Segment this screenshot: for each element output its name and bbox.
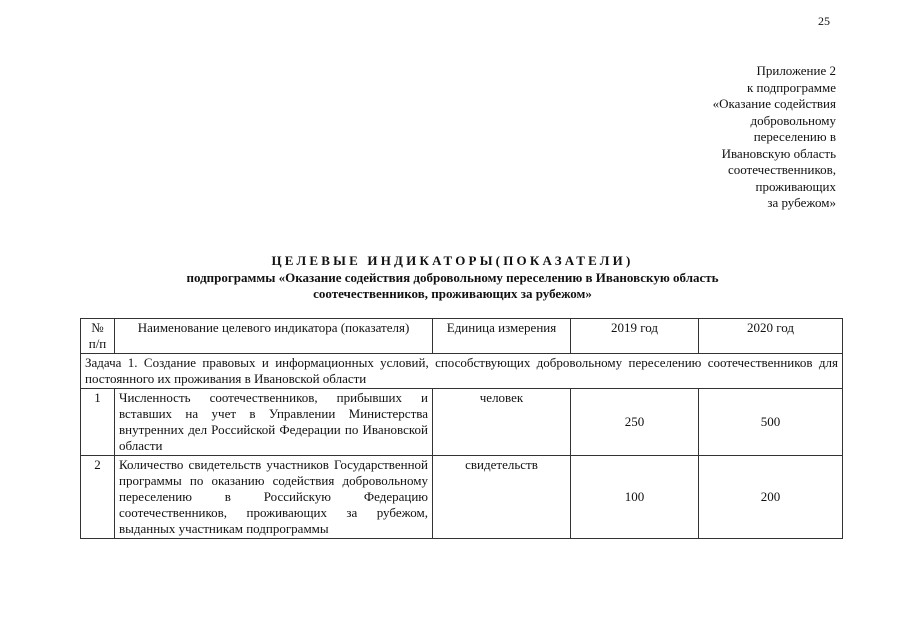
table-header-row bbox=[81, 319, 843, 354]
appendix-line: добровольному bbox=[750, 112, 836, 128]
title-subtitle-line: подпрограммы «Оказание содействия добровольному переселению в Ивановскую область bbox=[186, 269, 719, 285]
header-2019: 2019 год bbox=[571, 319, 699, 354]
row-value-2020: 500 bbox=[699, 389, 843, 456]
appendix-note bbox=[636, 63, 836, 212]
row-value-2020: 200 bbox=[699, 456, 843, 539]
row-value-2019: 250 bbox=[571, 389, 699, 456]
task-row bbox=[81, 354, 843, 389]
document-title bbox=[70, 253, 835, 303]
page-number: 25 bbox=[818, 14, 830, 28]
appendix-line: Ивановскую область bbox=[721, 145, 836, 161]
appendix-line: к подпрограмме bbox=[746, 79, 836, 95]
row-unit: свидетельств bbox=[433, 456, 571, 539]
appendix-line: за рубежом» bbox=[767, 195, 836, 210]
appendix-line: Приложение 2 bbox=[756, 63, 836, 78]
appendix-line: «Оказание содействия bbox=[712, 96, 836, 111]
header-unit: Единица измерения bbox=[433, 319, 571, 354]
header-name: Наименование целевого индикатора (показателя) bbox=[115, 319, 433, 354]
appendix-line: соотечественников, bbox=[727, 162, 836, 177]
indicators-table bbox=[80, 318, 843, 539]
appendix-line: проживающих bbox=[755, 178, 836, 194]
appendix-line: переселению в bbox=[753, 129, 836, 144]
table-row bbox=[81, 456, 843, 539]
row-name: Количество свидетельств участников Государственной программы по оказанию содействия добровольному переселению в Российскую Федерацию соотечественников, проживающих за рубежом, выданных участникам подпрограммы bbox=[115, 456, 433, 539]
header-2020: 2020 год bbox=[699, 319, 843, 354]
title-subtitle-line: соотечественников, проживающих за рубежом» bbox=[313, 286, 592, 301]
table-row bbox=[81, 389, 843, 456]
row-unit: человек bbox=[433, 389, 571, 456]
header-num: № п/п bbox=[81, 319, 115, 354]
title-main: ЦЕЛЕВЫЕ ИНДИКАТОРЫ(ПОКАЗАТЕЛИ) bbox=[271, 253, 634, 268]
row-name: Численность соотечественников, прибывших и вставших на учет в Управлении Министерства внутренних дел Российской Федерации по Ивановской области bbox=[115, 389, 433, 456]
row-value-2019: 100 bbox=[571, 456, 699, 539]
row-num: 2 bbox=[81, 456, 115, 539]
row-num: 1 bbox=[81, 389, 115, 456]
task-cell: Задача 1. Создание правовых и информационных условий, способствующих добровольному переселению соотечественников для постоянного их проживания в Ивановской области bbox=[81, 354, 843, 389]
